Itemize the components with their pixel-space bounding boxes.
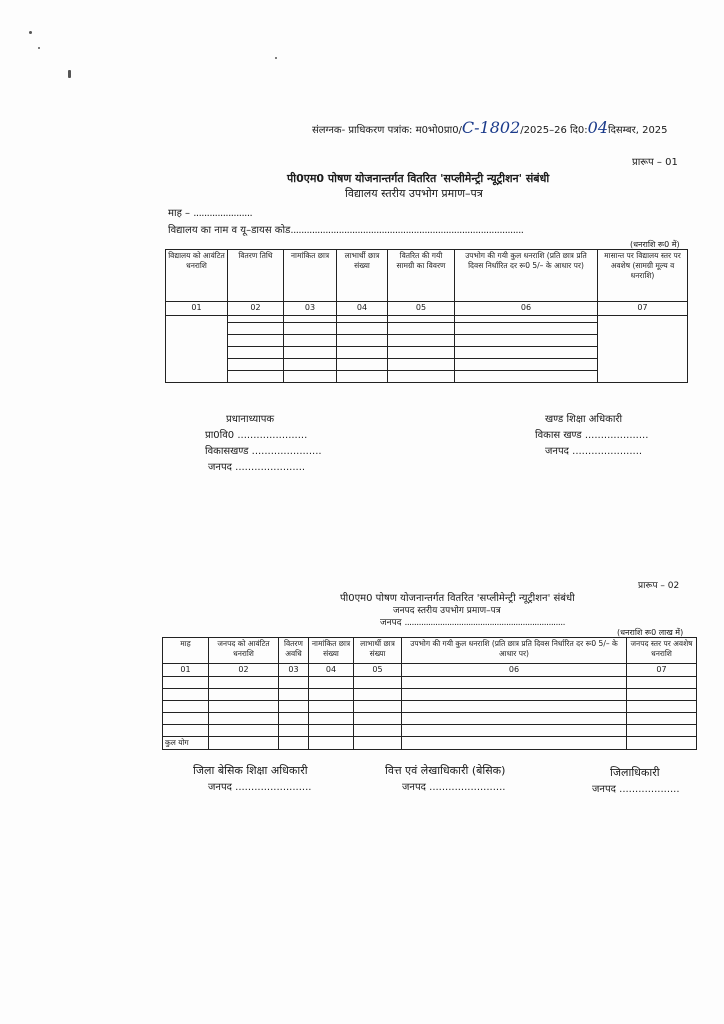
- reference-prefix: संलग्नक- प्राधिकरण पत्रांक: म0भो0प्रा0/: [312, 125, 462, 136]
- table-row: [163, 677, 697, 689]
- f2-sign1-title: जिला बेसिक शिक्षा अधिकारी: [193, 764, 308, 777]
- f1-num-06: 06: [455, 302, 598, 316]
- school-field: [168, 222, 523, 236]
- f2-total-cell: [279, 737, 309, 750]
- f1-sign-left-title: प्रधानाध्यापक: [226, 414, 275, 425]
- f2-col-beneficiaries: लाभार्थी छात्र संख्या: [354, 638, 402, 664]
- handwritten-letter-number: C-1802: [461, 118, 521, 137]
- f2-col-consumed: उपभोग की गयी कुल धनराशि (प्रति छात्र प्रति दिवस निर्धारित दर रू0 5/– के आधार पर): [402, 638, 627, 664]
- f2-col-month: माह: [163, 638, 209, 664]
- f1-col-enrolled: नामांकित छात्र: [284, 250, 337, 302]
- district-label: जनपद: [380, 618, 402, 628]
- reference-month-year: दिसम्बर, 2025: [608, 125, 668, 136]
- form2-title-line1: पी0एम0 पोषण योजनान्तर्गत वितरित 'सप्लीमेन्ट्री न्यूट्रीशन' संबंधी: [340, 593, 575, 604]
- f1-blank-cell: [228, 316, 284, 323]
- f2-total-label: कुल योग: [163, 737, 209, 750]
- f1-col-consumed: उपभोग की गयी कुल धनराशि (प्रति छात्र प्रति दिवस निर्धारित दर रू0 5/– के आधार पर): [455, 250, 598, 302]
- proforma-01-label: प्रारूप – 01: [632, 157, 678, 168]
- f1-col-beneficiaries: लाभार्थी छात्र संख्या: [337, 250, 388, 302]
- scan-speck: [38, 47, 40, 49]
- f2-col-period: वितरण अवधि: [279, 638, 309, 664]
- form1-amount-unit: (धनराशि रू0 में): [630, 240, 680, 249]
- f2-total-cell: [627, 737, 697, 750]
- f2-sign2-title: वित्त एवं लेखाधिकारी (बेसिक): [385, 764, 506, 777]
- school-label: विद्यालय का नाम व यू–डायस कोड: [168, 225, 291, 236]
- district-field: [380, 615, 565, 628]
- f1-sign-left-line1: प्रा0वि0 ......................: [205, 430, 308, 441]
- f2-num-06: 06: [402, 664, 627, 677]
- month-label: माह –: [168, 208, 191, 219]
- reference-line: [312, 118, 668, 137]
- f2-total-cell: [354, 737, 402, 750]
- form2-table: [162, 637, 697, 750]
- district-blank: ....................................................................: [404, 618, 565, 628]
- f2-num-03: 03: [279, 664, 309, 677]
- f1-col-material: वितरित की गयी सामग्री का विवरण: [388, 250, 455, 302]
- f1-blank-cell: [284, 316, 337, 323]
- school-blank: .......................................................................................: [290, 225, 524, 236]
- f2-sign3-title: जिलाधिकारी: [610, 766, 660, 779]
- f1-sign-right-line2: जनपद ......................: [545, 446, 643, 457]
- scan-speck: [68, 70, 71, 78]
- f2-total-cell: [209, 737, 279, 750]
- f1-blank-cell: [598, 316, 688, 383]
- f1-num-05: 05: [388, 302, 455, 316]
- form2-title-line2: जनपद स्तरीय उपभोग प्रमाण–पत्र: [393, 606, 501, 616]
- month-field: [168, 205, 252, 219]
- f2-col-allocated: जनपद को आवंटित धनराशि: [209, 638, 279, 664]
- f1-num-01: 01: [166, 302, 228, 316]
- f1-num-07: 07: [598, 302, 688, 316]
- form1-title-line1: पी0एम0 पोषण योजनान्तर्गत वितरित 'सप्लीमेन्ट्री न्यूट्रीशन' संबंधी: [287, 172, 550, 185]
- form1-table: [165, 249, 688, 383]
- f1-sign-right-line1: विकास खण्ड ....................: [535, 430, 649, 441]
- table-row: [163, 689, 697, 701]
- f1-col-allocated: विद्यालय को आवंटित धनराशि: [166, 250, 228, 302]
- f1-num-02: 02: [228, 302, 284, 316]
- month-blank: ......................: [193, 208, 253, 219]
- f2-num-02: 02: [209, 664, 279, 677]
- form1-title-line2: विद्यालय स्तरीय उपभोग प्रमाण–पत्र: [345, 187, 483, 200]
- f2-sign3-line: जनपद ...................: [592, 784, 680, 795]
- f2-num-07: 07: [627, 664, 697, 677]
- form2-amount-unit: (धनराशि रू0 लाख में): [617, 628, 684, 637]
- reference-year-date: /2025–26 दि0:: [520, 125, 588, 136]
- f1-blank-cell: [166, 316, 228, 383]
- handwritten-day: 04: [587, 118, 609, 137]
- f1-num-04: 04: [337, 302, 388, 316]
- f2-sign2-line: जनपद ........................: [402, 782, 506, 793]
- f2-col-enrolled: नामांकित छात्र संख्या: [309, 638, 354, 664]
- table-row: [163, 713, 697, 725]
- f1-col-balance: मासान्त पर विद्यालय स्तर पर अवशेष (सामग्री मूल्य व धनराशि): [598, 250, 688, 302]
- f2-col-balance: जनपद स्तर पर अवशेष धनराशि: [627, 638, 697, 664]
- f2-total-cell: [402, 737, 627, 750]
- scan-speck: [29, 31, 32, 34]
- f1-num-03: 03: [284, 302, 337, 316]
- f1-col-distribution-date: वितरण तिथि: [228, 250, 284, 302]
- f1-blank-cell: [337, 316, 388, 323]
- table-row: [163, 725, 697, 737]
- f2-num-05: 05: [354, 664, 402, 677]
- f1-sign-left-line3: जनपद ......................: [208, 462, 306, 473]
- f1-blank-cell: [388, 316, 455, 323]
- proforma-02-label: प्रारूप – 02: [638, 581, 680, 591]
- f1-blank-cell: [455, 316, 598, 323]
- f1-sign-right-title: खण्ड शिक्षा अधिकारी: [545, 414, 623, 425]
- f2-num-04: 04: [309, 664, 354, 677]
- f2-sign1-line: जनपद ........................: [208, 782, 312, 793]
- scan-speck: [275, 57, 277, 59]
- f2-num-01: 01: [163, 664, 209, 677]
- table-row: [163, 701, 697, 713]
- f1-sign-left-line2: विकासखण्ड ......................: [205, 446, 322, 457]
- f2-total-cell: [309, 737, 354, 750]
